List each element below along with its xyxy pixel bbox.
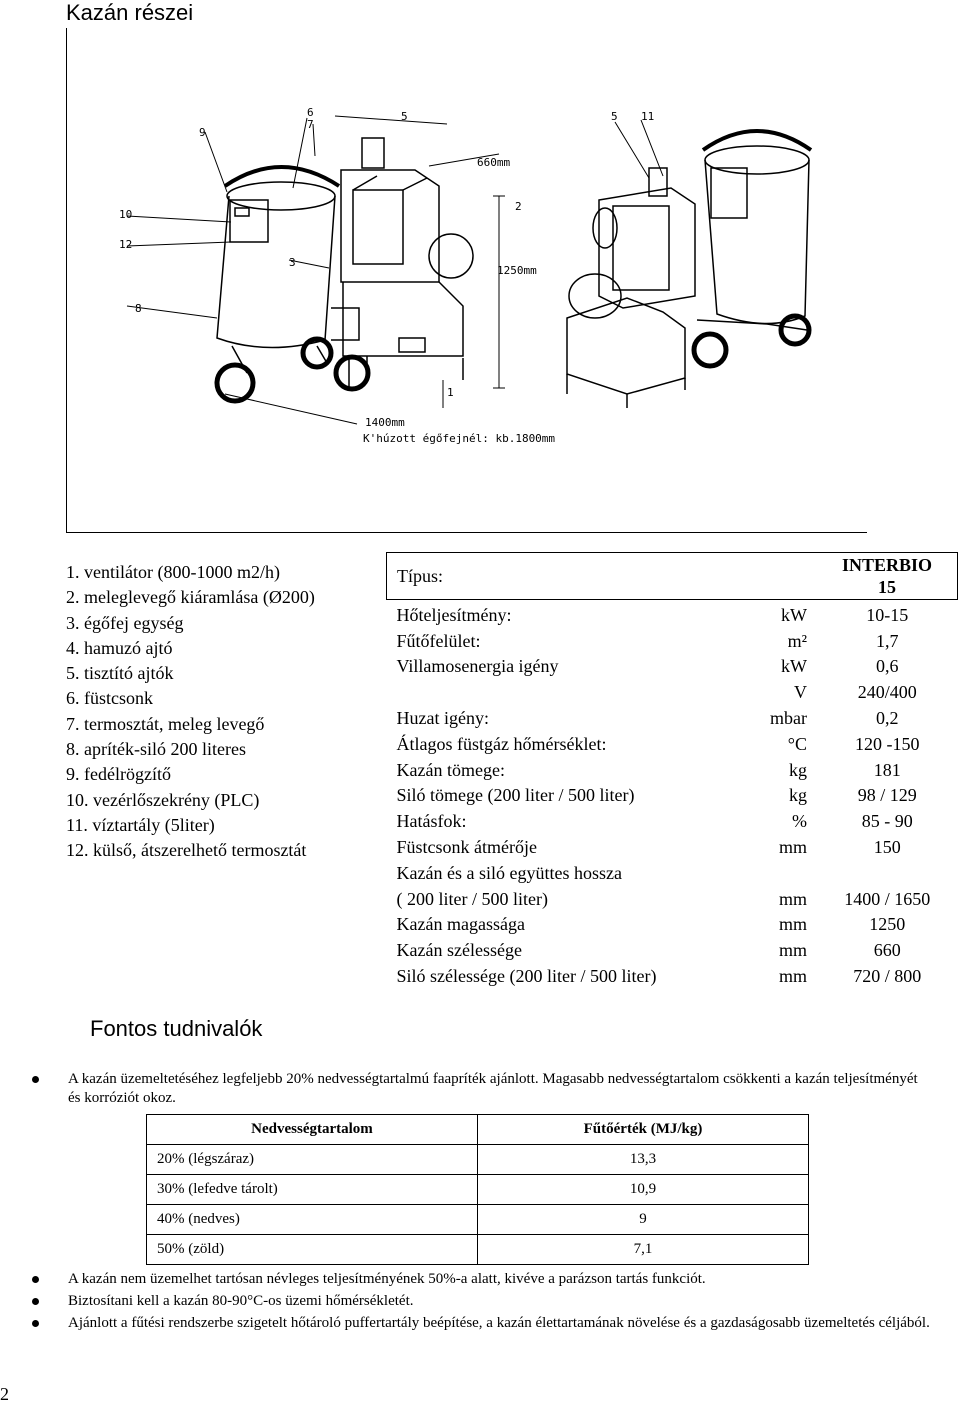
list-item: 10. vezérlőszekrény (PLC) [66,789,260,810]
important-notes [32,1070,932,1108]
important-notes-continued [32,1270,932,1333]
svg-text:7: 7 [307,118,314,131]
drawing-labels [119,106,654,445]
table-header-row [147,1115,809,1145]
svg-text:12: 12 [119,238,133,251]
spec-table [386,552,958,987]
svg-text:1250mm: 1250mm [497,264,537,277]
svg-text:9: 9 [199,126,206,139]
table-row: 20% (légszáraz) 13,3 [147,1145,809,1175]
spec-label: Típus: [387,553,708,600]
table-row: Hatásfok: % 85 - 90 [396,811,913,832]
svg-text:1: 1 [447,386,454,399]
table-row: Kazán tömege: kg 181 [396,759,901,780]
svg-text:3: 3 [289,256,296,269]
svg-text:5: 5 [401,110,408,123]
boiler-drawing-frame [66,28,867,533]
list-item: 12. külső, átszerelhető termosztát [66,840,307,861]
bullet-icon [32,1276,39,1283]
table-row: Huzat igény: mbar 0,2 [396,707,899,728]
silo-left [217,167,339,401]
svg-text:K'húzott égőfejnél: kb.1800mm: K'húzott égőfejnél: kb.1800mm [363,432,556,445]
section-heading: Fontos tudnivalók [90,1016,263,1041]
table-row: V 240/400 [794,682,917,703]
list-item: 7. termosztát, meleg levegő [66,713,265,734]
dimension-lines [127,116,663,424]
table-row: Kazán szélessége mm 660 [396,940,901,961]
list-item: 5. tisztító ajtók [66,663,174,684]
page-title: Kazán részei [66,0,194,25]
column-header: Fűtőérték (MJ/kg) [478,1115,809,1145]
boiler-right [567,168,695,408]
table-row: Siló tömege (200 liter / 500 liter) kg 98 / 129 [396,785,917,806]
table-row: 30% (lefedve tárolt) 10,9 [147,1175,809,1205]
bullet-item: Biztosítani kell a kazán 80-90°C-os üzemi hőmérsékletét. [32,1292,932,1311]
list-item: 4. hamuzó ajtó [66,637,173,658]
table-row: 50% (zöld) 7,1 [147,1235,809,1265]
bullet-icon [32,1076,39,1083]
table-row: Átlagos füstgáz hőmérséklet: °C 120 -150 [396,733,920,754]
table-row: Villamosenergia igény kW 0,6 [396,656,899,677]
bullet-icon [32,1298,39,1305]
svg-text:10: 10 [119,208,133,221]
spec-type-value: INTERBIO 15 [817,553,958,600]
boiler-left [331,138,473,389]
table-row: Kazán és a siló együttes hossza [396,862,622,883]
silo-right [694,131,811,366]
bullet-icon [32,1320,39,1327]
table-row: Hőteljesítmény: kW 10-15 [396,604,909,625]
svg-text:6: 6 [307,106,314,119]
svg-text:11: 11 [641,110,655,123]
column-header: Nedvességtartalom [147,1115,478,1145]
list-item: 8. apríték-siló 200 literes [66,739,246,760]
svg-text:5: 5 [611,110,618,123]
svg-text:1400mm: 1400mm [365,416,405,429]
table-row: Füstcsonk átmérője mm 150 [396,836,901,857]
table-row: ( 200 liter / 500 liter) mm 1400 / 1650 [396,888,931,909]
list-item: 1. ventilátor (800-1000 m2/h) [66,562,280,582]
list-item: 6. füstcsonk [66,688,153,709]
list-item: 3. égőfej egység [66,612,184,633]
moisture-table [146,1114,809,1265]
svg-text:8: 8 [135,302,142,315]
list-item: 2. meleglevegő kiáramlása (Ø200) [66,587,315,608]
bullet-item: A kazán üzemeltetéséhez legfeljebb 20% nedvességtartalmú faapríték ajánlott. Magasabb nedvességtartalom csökkenti a kazán teljesítményét és korróziót okoz. [32,1070,932,1108]
list-item: 9. fedélrögzítő [66,764,171,785]
table-row: Fűtőfelület: m² 1,7 [396,630,899,651]
page-number: 2 [0,1384,9,1404]
bullet-item: A kazán nem üzemelhet tartósan névleges teljesítményének 50%-a alatt, kivéve a parázson tartás funkciót. [32,1270,932,1289]
bullet-item: Ajánlott a fűtési rendszerbe szigetelt hőtároló puffertartály beépítése, a kazán élettartamának növelése és a gazdaságosabb üzemeltetés céljából. [32,1314,932,1333]
list-item: 11. víztartály (5liter) [66,814,215,835]
table-row [387,553,958,600]
boiler-technical-drawing [67,28,867,532]
parts-list [66,560,315,864]
svg-text:2: 2 [515,200,522,213]
table-row: Kazán magassága mm 1250 [396,914,906,935]
table-row: 40% (nedves) 9 [147,1205,809,1235]
svg-text:660mm: 660mm [477,156,511,169]
table-row: Siló szélessége (200 liter / 500 liter) mm 720 / 800 [396,965,922,986]
